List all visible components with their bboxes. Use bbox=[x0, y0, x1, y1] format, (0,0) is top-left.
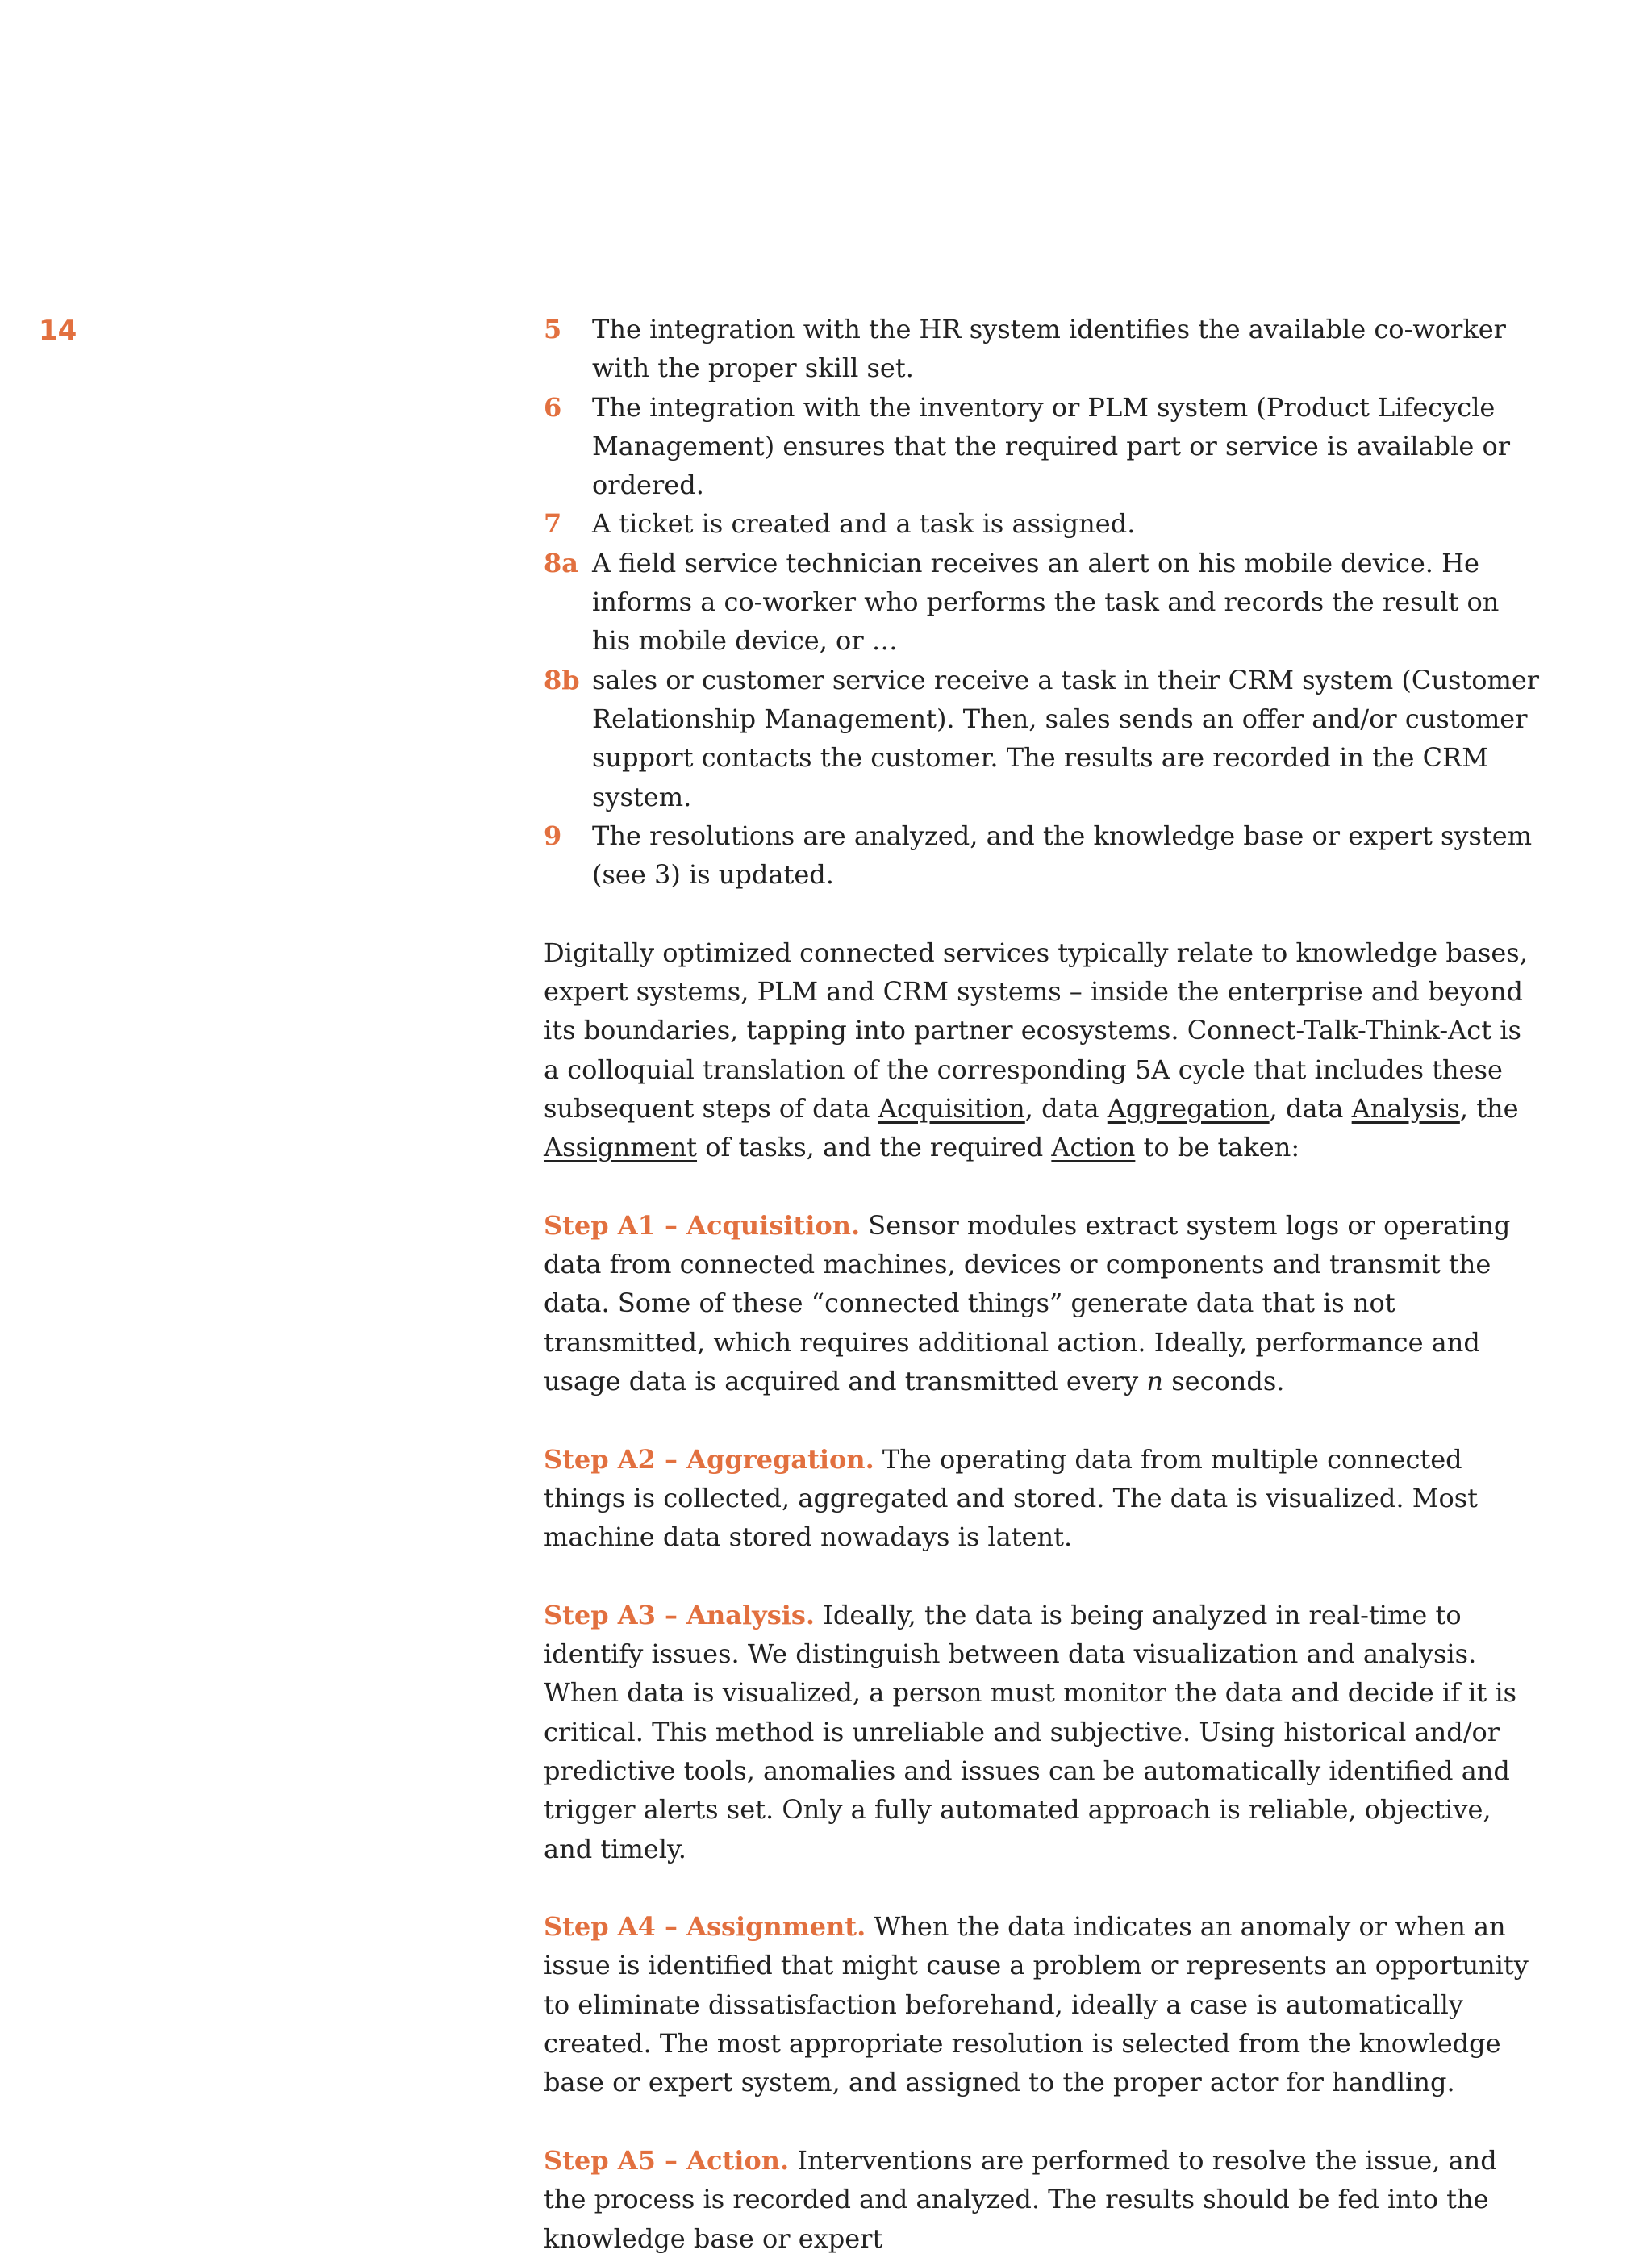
list-item bbox=[544, 388, 1544, 505]
step-text: Ideally, the data is being analyzed in real-time to identify issues. We distinguish between data visualization and analysis. When data is visualized, a person must monitor the data and decide if it is critical. This method is unreliable and subjective. Using historical and/or predictive tools, anomalies and issues can be automatically identified and trigger alerts set. Only a fully automated approach is reliable, objective, and timely. bbox=[544, 1599, 1517, 1864]
step-text: When the data indicates an anomaly or when an issue is identified that might cause a problem or represents an opportunity to eliminate dissatisfaction beforehand, ideally a case is automatically created. The most appropriate resolution is selected from the knowledge base or expert system, and assigned to the proper actor for handling. bbox=[544, 1911, 1529, 2098]
intro-text: Digitally optimized connected services typically relate to knowledge bases, expert systems, PLM and CRM systems – inside the enterprise and beyond its boundaries, tapping into partner ecosystems. Connect-Talk-Think-Act is a colloquial translation of the corresponding 5A cycle that includes these subsequent steps of data bbox=[544, 937, 1528, 1124]
numbered-list bbox=[544, 310, 1544, 894]
list-item bbox=[544, 661, 1544, 816]
step-text: Sensor modules extract system logs or operating data from connected machines, devices or components and transmit the data. Some of these “connected things” generate data that is not transmitted, which requires additional action. Ideally, performance and usage data is acquired and transmitted every bbox=[544, 1209, 1511, 1397]
page-number: 14 bbox=[39, 315, 77, 347]
intro-text: , the bbox=[1459, 1092, 1519, 1124]
term-acquisition: Acquisition bbox=[878, 1092, 1025, 1124]
step-text: Interventions are performed to resolve the issue, and the process is recorded and analyzed. The results should be fed into the knowledge base or expert bbox=[544, 2144, 1497, 2254]
term-aggregation: Aggregation bbox=[1107, 1092, 1270, 1124]
step-heading: Step A3 – Analysis. bbox=[544, 1599, 816, 1630]
list-item bbox=[544, 310, 1544, 388]
step-text: The operating data from multiple connected things is collected, aggregated and stored. The data is visualized. Most machine data stored nowadays is latent. bbox=[544, 1443, 1478, 1553]
list-item-text: A ticket is created and a task is assigned. bbox=[592, 508, 1136, 540]
list-item bbox=[544, 504, 1544, 543]
intro-text: to be taken: bbox=[1135, 1132, 1300, 1163]
page-content bbox=[544, 310, 1544, 2258]
list-item bbox=[544, 816, 1544, 895]
list-item-number: 7 bbox=[544, 508, 562, 540]
list-item-number: 5 bbox=[544, 314, 562, 344]
step-heading: Step A5 – Action. bbox=[544, 2144, 790, 2176]
intro-text: of tasks, and the required bbox=[697, 1132, 1052, 1163]
step-text-end: seconds. bbox=[1163, 1366, 1285, 1397]
list-item-number: 9 bbox=[544, 820, 562, 851]
list-item-text: The resolutions are analyzed, and the knowledge base or expert system (see 3) is updated. bbox=[592, 820, 1533, 891]
list-item bbox=[544, 544, 1544, 661]
list-item-number: 8a bbox=[544, 547, 578, 578]
step-heading: Step A2 – Aggregation. bbox=[544, 1443, 874, 1475]
intro-text: , data bbox=[1269, 1092, 1352, 1124]
step-a4-paragraph bbox=[544, 1907, 1544, 2101]
term-assignment: Assignment bbox=[544, 1132, 698, 1163]
term-action: Action bbox=[1051, 1132, 1136, 1163]
step-italic: n bbox=[1146, 1366, 1164, 1397]
list-item-text: sales or customer service receive a task in their CRM system (Customer Relationship Management). Then, sales sends an offer and/or customer support contacts the customer. The results are recorded in the CRM system. bbox=[592, 664, 1540, 812]
step-a3-paragraph bbox=[544, 1596, 1544, 1868]
intro-paragraph bbox=[544, 933, 1544, 1167]
list-item-text: The integration with the HR system identifies the available co-worker with the proper skill set. bbox=[592, 314, 1506, 384]
step-a1-paragraph bbox=[544, 1206, 1544, 1400]
step-heading: Step A4 – Assignment. bbox=[544, 1911, 866, 1943]
intro-text: , data bbox=[1024, 1092, 1108, 1124]
term-analysis: Analysis bbox=[1351, 1092, 1460, 1124]
list-item-number: 8b bbox=[544, 664, 580, 695]
list-item-text: The integration with the inventory or PLM system (Product Lifecycle Management) ensures that the required part or service is available or ordered. bbox=[592, 391, 1510, 501]
list-item-text: A field service technician receives an alert on his mobile device. He informs a co-worker who performs the task and records the result on his mobile device, or … bbox=[592, 547, 1500, 657]
step-a5-paragraph bbox=[544, 2141, 1544, 2258]
step-heading: Step A1 – Acquisition. bbox=[544, 1209, 861, 1241]
list-item-number: 6 bbox=[544, 391, 562, 423]
step-a2-paragraph bbox=[544, 1440, 1544, 1557]
